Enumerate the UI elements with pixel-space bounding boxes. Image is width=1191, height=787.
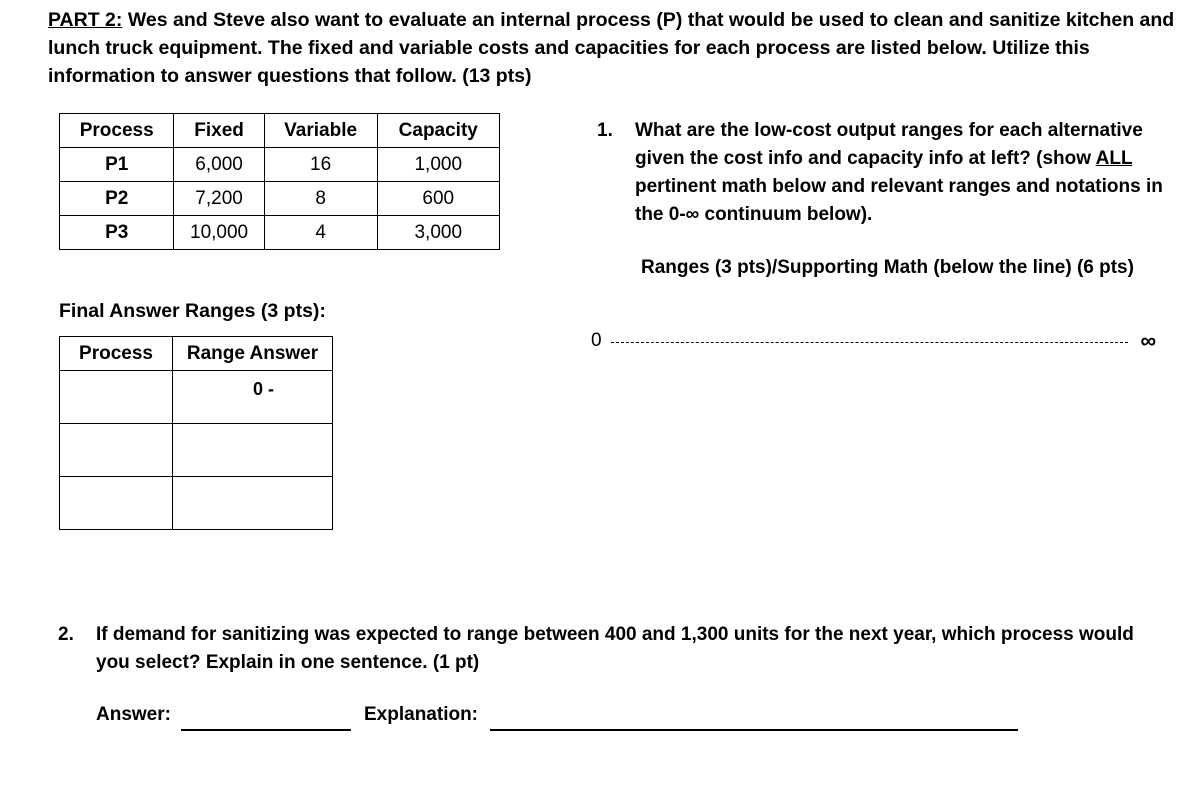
zero-infinity-continuum xyxy=(591,330,1156,354)
cell-capacity: 3,000 xyxy=(377,216,499,250)
answer-row xyxy=(60,424,333,477)
answer-header-range: Range Answer xyxy=(173,337,333,371)
explanation-label: Explanation: xyxy=(364,704,479,725)
question-1 xyxy=(597,117,1177,229)
cell-capacity: 600 xyxy=(377,182,499,216)
answer-blank-line[interactable] xyxy=(181,729,351,731)
table-header-row xyxy=(60,114,500,148)
explanation-blank-line[interactable] xyxy=(490,729,1018,731)
answer-range-cell[interactable] xyxy=(173,424,333,477)
cell-variable: 8 xyxy=(264,182,377,216)
cell-fixed: 10,000 xyxy=(174,216,264,250)
header-process: Process xyxy=(60,114,174,148)
question-2 xyxy=(58,621,1168,677)
question-1-text xyxy=(635,117,1177,229)
ranges-points-label: Ranges (3 pts)/Supporting Math (below the line) (6 pts) xyxy=(641,257,1134,278)
cell-fixed: 6,000 xyxy=(174,148,264,182)
cell-process: P2 xyxy=(60,182,174,216)
answer-row xyxy=(60,371,333,424)
table-row xyxy=(60,148,500,182)
question-1-text-after: pertinent math below and relevant ranges and notations in the 0-∞ continuum below). xyxy=(635,176,1163,225)
table-row xyxy=(60,216,500,250)
answer-header-process: Process xyxy=(60,337,173,371)
final-answer-ranges-title: Final Answer Ranges (3 pts): xyxy=(59,300,326,322)
cell-process: P3 xyxy=(60,216,174,250)
part-label: PART 2: xyxy=(48,9,123,31)
process-cost-table xyxy=(59,113,500,250)
answer-row xyxy=(60,477,333,530)
answer-process-cell[interactable] xyxy=(60,424,173,477)
range-start-zero: 0 - xyxy=(252,379,274,399)
header-variable: Variable xyxy=(264,114,377,148)
question-2-text: If demand for sanitizing was expected to range between 400 and 1,300 units for the next year, which process would you select? Explain in one sentence. (1 pt) xyxy=(96,624,1134,673)
table-row xyxy=(60,182,500,216)
continuum-dashed-line xyxy=(611,342,1128,343)
cell-fixed: 7,200 xyxy=(174,182,264,216)
continuum-start: 0 xyxy=(591,330,602,351)
answer-label: Answer: xyxy=(96,704,171,725)
question-1-number: 1. xyxy=(597,120,613,141)
question-2-number: 2. xyxy=(58,624,74,645)
cell-variable: 16 xyxy=(264,148,377,182)
question-2-answer-row xyxy=(96,704,1026,734)
answer-header-row xyxy=(60,337,333,371)
cell-capacity: 1,000 xyxy=(377,148,499,182)
header-fixed: Fixed xyxy=(174,114,264,148)
answer-range-cell[interactable] xyxy=(173,371,333,424)
question-1-emphasis: ALL xyxy=(1095,148,1133,169)
answer-process-cell[interactable] xyxy=(60,477,173,530)
question-1-text-before: What are the low-cost output ranges for each alternative given the cost info and capacity info at left? (show xyxy=(635,120,1143,169)
cell-variable: 4 xyxy=(264,216,377,250)
intro-text: Wes and Steve also want to evaluate an internal process (P) that would be used to clean and sanitize kitchen and lunch truck equipment. The fixed and variable costs and capacities for each process are listed below. Utilize this information to answer questions that follow. (13 pts) xyxy=(48,9,1175,87)
final-answer-table xyxy=(59,336,333,530)
answer-range-cell[interactable] xyxy=(173,477,333,530)
part2-intro xyxy=(48,6,1178,90)
cell-process: P1 xyxy=(60,148,174,182)
answer-process-cell[interactable] xyxy=(60,371,173,424)
header-capacity: Capacity xyxy=(377,114,499,148)
infinity-icon: ∞ xyxy=(1140,328,1156,353)
